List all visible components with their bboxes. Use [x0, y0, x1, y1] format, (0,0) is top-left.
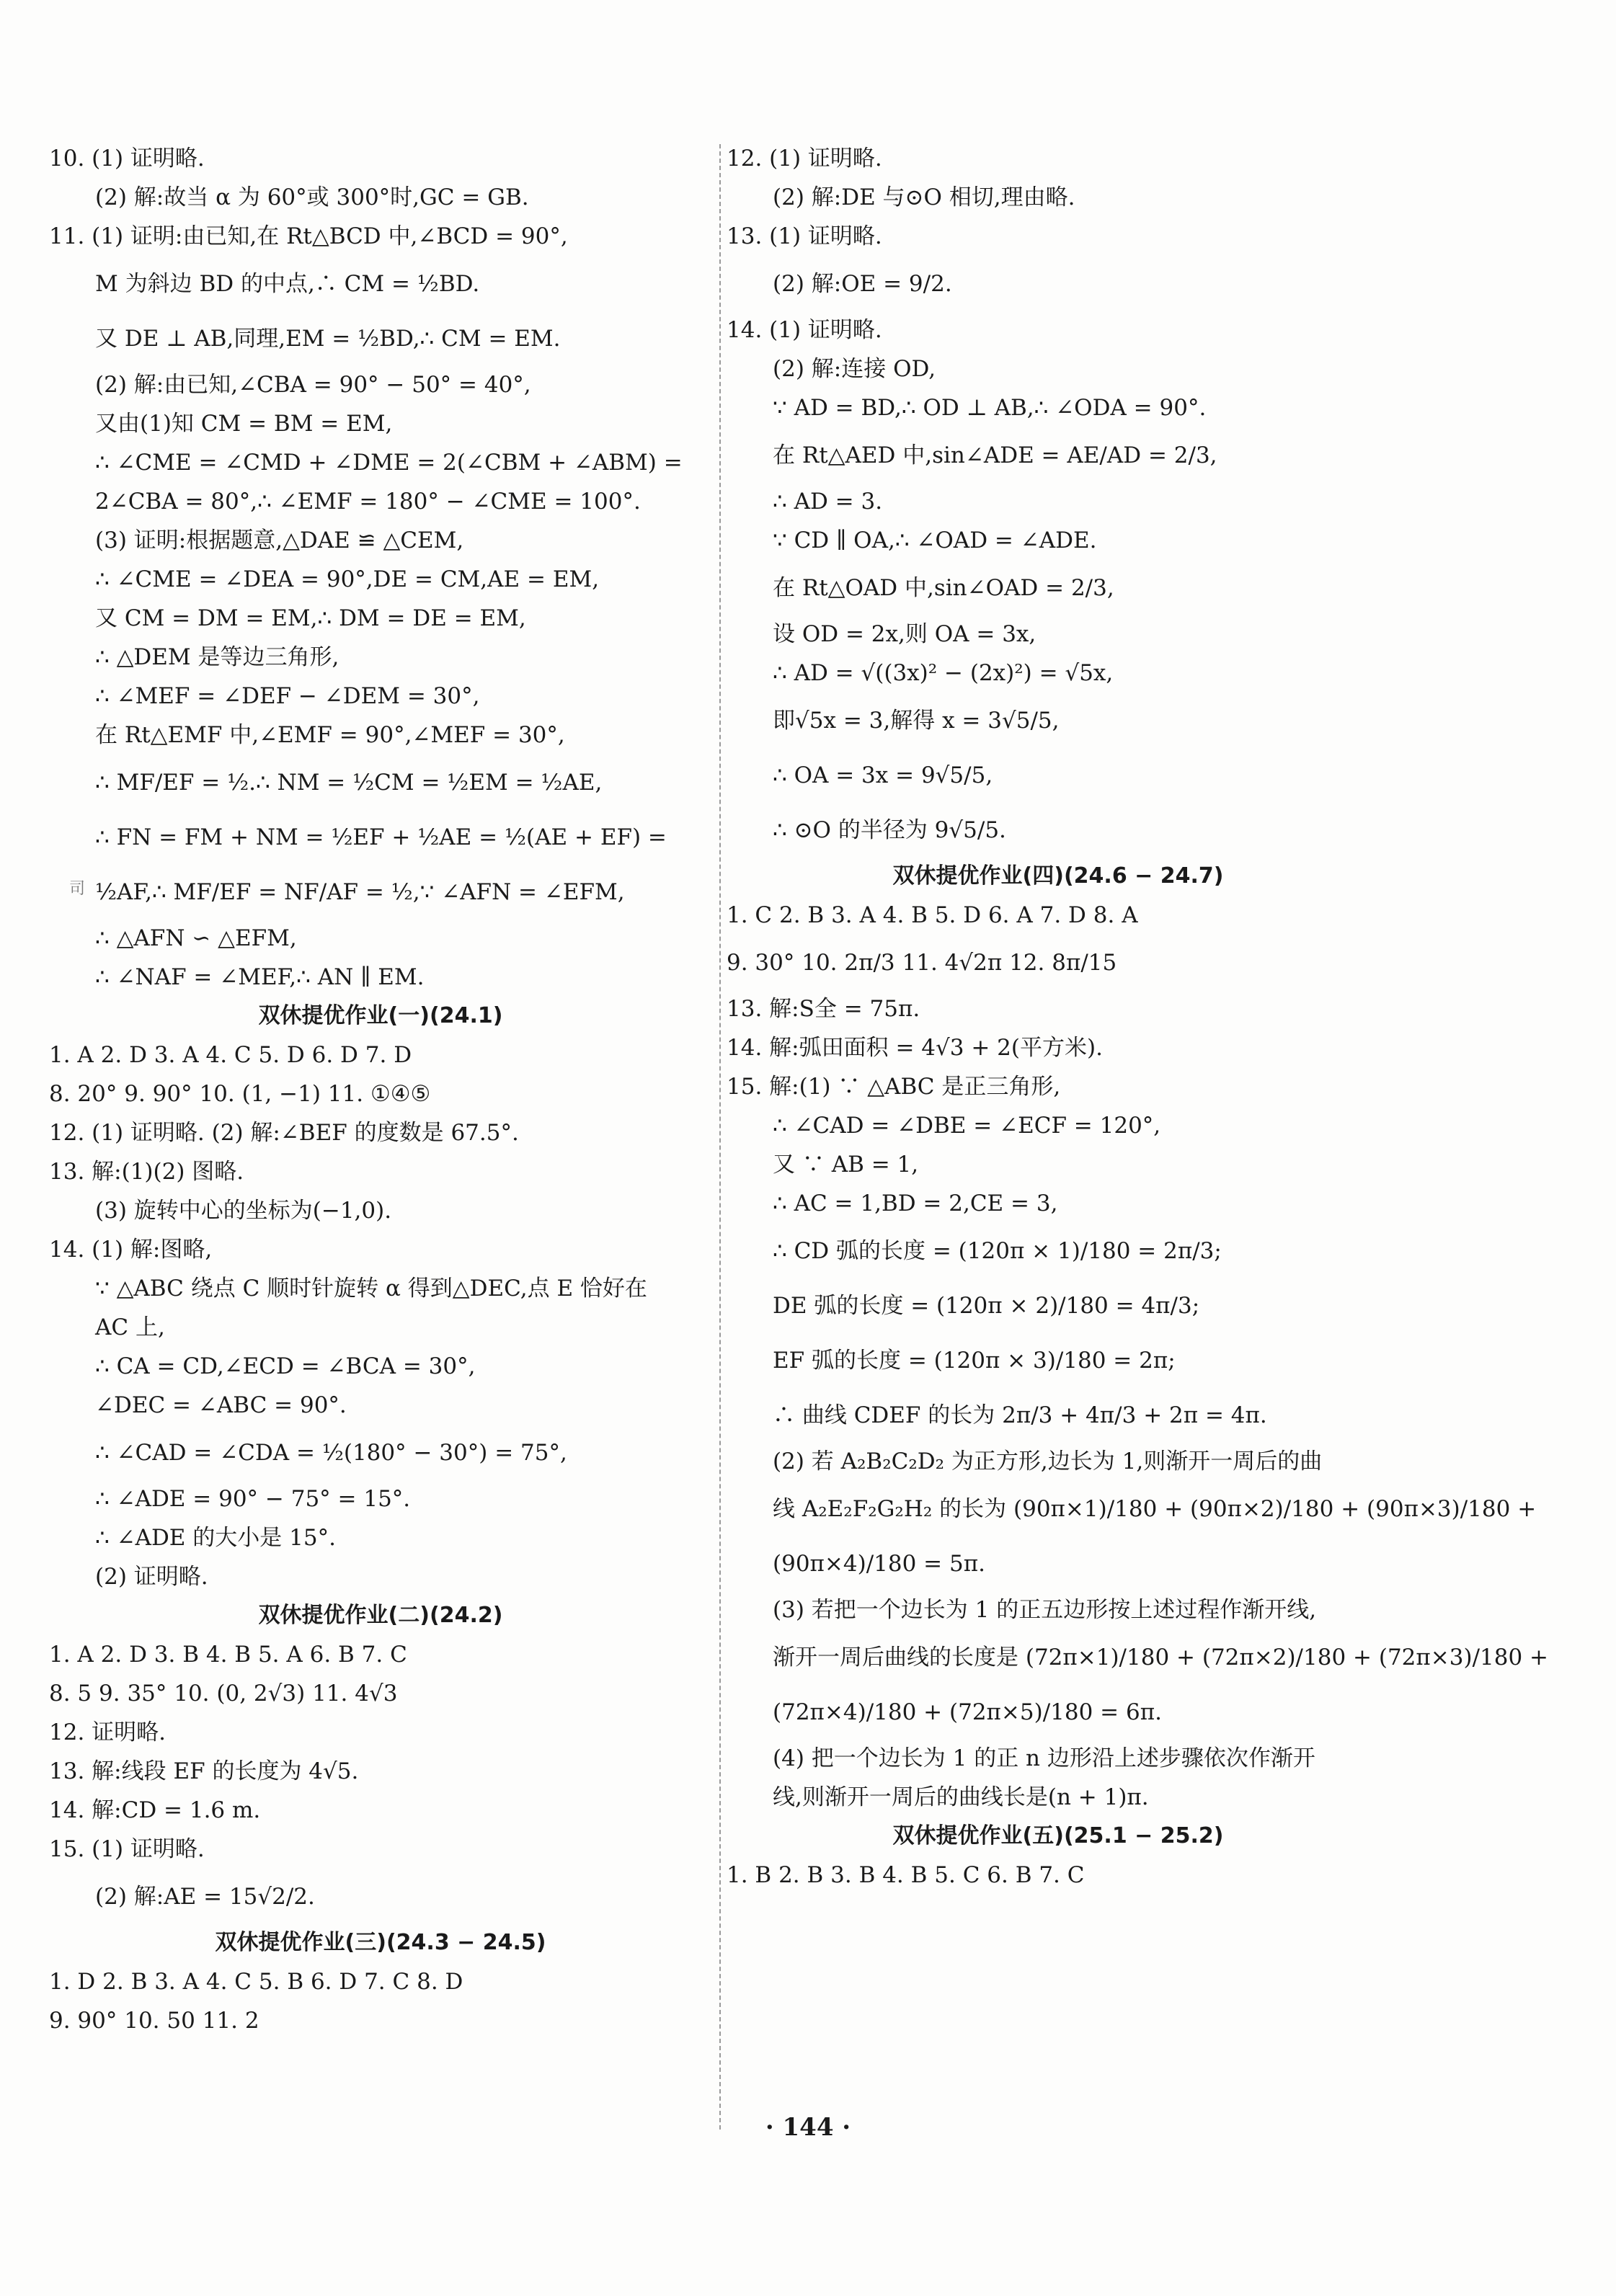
answer-line: 14. 解:弧田面积 = 4√3 + 2(平方米). — [727, 1035, 1103, 1061]
left-column — [49, 144, 712, 2045]
answer-line: 10. (1) 证明略. — [49, 146, 205, 172]
answer-line: 1. A 2. D 3. A 4. C 5. D 6. D 7. D — [49, 1042, 412, 1068]
answer-line: ∴ AD = 3. — [773, 489, 883, 515]
answer-line: 1. A 2. D 3. B 4. B 5. A 6. B 7. C — [49, 1642, 407, 1668]
answer-line: 13. 解:线段 EF 的长度为 4√5. — [49, 1758, 359, 1784]
answer-line: AC 上, — [95, 1314, 165, 1340]
answer-line: ∴ MF/EF = ½.∴ NM = ½CM = ½EM = ½AE, — [95, 770, 603, 796]
answer-line: ∴ AD = √((3x)² − (2x)²) = √5x, — [773, 660, 1114, 686]
answer-line: 线 A₂E₂F₂G₂H₂ 的长为 (90π×1)/180 + (90π×2)/180 + (90π×3)/180 + — [773, 1496, 1537, 1522]
answer-line: 8. 20° 9. 90° 10. (1, −1) 11. ①④⑤ — [49, 1081, 431, 1107]
answer-line: ∴ CA = CD,∠ECD = ∠BCA = 30°, — [95, 1353, 476, 1379]
answer-line: 12. (1) 证明略. (2) 解:∠BEF 的度数是 67.5°. — [49, 1120, 519, 1146]
answer-line: ½AF,∴ MF/EF = NF/AF = ½,∵ ∠AFN = ∠EFM, — [95, 879, 625, 905]
answer-line: ∴ △DEM 是等边三角形, — [95, 644, 339, 670]
answer-line: (2) 解:由已知,∠CBA = 90° − 50° = 40°, — [95, 372, 531, 398]
answer-line: 设 OD = 2x,则 OA = 3x, — [773, 621, 1036, 647]
answer-line: (3) 旋转中心的坐标为(−1,0). — [95, 1198, 392, 1224]
answer-line: 13. 解:(1)(2) 图略. — [49, 1159, 244, 1185]
answer-line: ∴ △AFN ∽ △EFM, — [95, 925, 297, 951]
column-divider — [719, 144, 721, 2130]
answer-line: (2) 解:AE = 15√2/2. — [95, 1884, 315, 1910]
answer-line: 又由(1)知 CM = BM = EM, — [95, 411, 393, 437]
answer-line: 又 CM = DM = EM,∴ DM = DE = EM, — [95, 605, 526, 631]
answer-line: DE 弧的长度 = (120π × 2)/180 = 4π/3; — [773, 1293, 1200, 1319]
answer-line: 13. 解:S全 = 75π. — [727, 996, 920, 1022]
answer-line: ∴ ∠CME = ∠DEA = 90°,DE = CM,AE = EM, — [95, 566, 600, 592]
answer-line: 14. (1) 解:图略, — [49, 1237, 213, 1263]
answer-line: ∴ AC = 1,BD = 2,CE = 3, — [773, 1191, 1058, 1216]
answer-line: (2) 解:OE = 9/2. — [773, 271, 952, 297]
answer-line: (72π×4)/180 + (72π×5)/180 = 6π. — [773, 1699, 1162, 1725]
answer-line: (2) 解:DE 与⊙O 相切,理由略. — [773, 184, 1075, 210]
answer-line: 在 Rt△EMF 中,∠EMF = 90°,∠MEF = 30°, — [95, 722, 565, 748]
section-heading: 双休提优作业(一)(24.1) — [258, 1003, 503, 1028]
answer-line: ∵ CD ∥ OA,∴ ∠OAD = ∠ADE. — [773, 528, 1097, 553]
answer-line: 11. (1) 证明:由已知,在 Rt△BCD 中,∠BCD = 90°, — [49, 223, 568, 249]
answer-line: 9. 30° 10. 2π/3 11. 4√2π 12. 8π/15 — [727, 950, 1117, 976]
answer-line: 1. B 2. B 3. B 4. B 5. C 6. B 7. C — [727, 1862, 1085, 1888]
answer-line: 13. (1) 证明略. — [727, 223, 882, 249]
section-heading: 双休提优作业(五)(25.1 − 25.2) — [892, 1823, 1224, 1848]
answer-line: 1. D 2. B 3. A 4. C 5. B 6. D 7. C 8. D — [49, 1969, 463, 1995]
answer-line: 15. (1) 证明略. — [49, 1836, 205, 1862]
answer-line: ∴ OA = 3x = 9√5/5, — [773, 762, 993, 788]
answer-line: 9. 90° 10. 50 11. 2 — [49, 2008, 259, 2034]
answer-line: ∴ ∠CME = ∠CMD + ∠DME = 2(∠CBM + ∠ABM) = — [95, 450, 683, 476]
answer-line: 14. 解:CD = 1.6 m. — [49, 1797, 261, 1823]
answer-line: 14. (1) 证明略. — [727, 317, 882, 343]
answer-line: (2) 解:连接 OD, — [773, 356, 936, 382]
answer-line: ∴ ∠ADE 的大小是 15°. — [95, 1525, 336, 1551]
answer-line: (2) 解:故当 α 为 60°或 300°时,GC = GB. — [95, 184, 529, 210]
page-number: · 144 · — [765, 2113, 851, 2142]
answer-line: ∴ ⊙O 的半径为 9√5/5. — [773, 817, 1006, 843]
answer-line: (3) 证明:根据题意,△DAE ≌ △CEM, — [95, 528, 464, 553]
answer-line: 1. C 2. B 3. A 4. B 5. D 6. A 7. D 8. A — [727, 902, 1138, 928]
answer-line: 即√5x = 3,解得 x = 3√5/5, — [773, 708, 1060, 734]
answer-line: 15. 解:(1) ∵ △ABC 是正三角形, — [727, 1074, 1061, 1100]
answer-line: ∴ 曲线 CDEF 的长为 2π/3 + 4π/3 + 2π = 4π. — [773, 1402, 1267, 1428]
answer-line: ∵ △ABC 绕点 C 顺时针旋转 α 得到△DEC,点 E 恰好在 — [95, 1276, 647, 1301]
answer-line: ∴ ∠MEF = ∠DEF − ∠DEM = 30°, — [95, 683, 480, 709]
answer-line: M 为斜边 BD 的中点,∴ CM = ½BD. — [95, 271, 480, 297]
answer-line: ∴ ∠CAD = ∠DBE = ∠ECF = 120°, — [773, 1113, 1161, 1139]
answer-line: ∴ ∠CAD = ∠CDA = ½(180° − 30°) = 75°, — [95, 1440, 567, 1466]
section-heading: 双休提优作业(三)(24.3 − 24.5) — [215, 1930, 546, 1955]
answer-line: EF 弧的长度 = (120π × 3)/180 = 2π; — [773, 1348, 1176, 1374]
answer-line: (2) 证明略. — [95, 1564, 208, 1590]
answer-line: 又 DE ⊥ AB,同理,EM = ½BD,∴ CM = EM. — [95, 326, 561, 352]
answer-line: ∴ FN = FM + NM = ½EF + ½AE = ½(AE + EF) = — [95, 824, 667, 850]
answer-line: (90π×4)/180 = 5π. — [773, 1551, 985, 1577]
answer-line: ∵ AD = BD,∴ OD ⊥ AB,∴ ∠ODA = 90°. — [773, 395, 1207, 421]
answer-line: 渐开一周后曲线的长度是 (72π×1)/180 + (72π×2)/180 + (72π×3)/180 + — [773, 1645, 1549, 1670]
answer-line: 2∠CBA = 80°,∴ ∠EMF = 180° − ∠CME = 100°. — [95, 489, 641, 515]
answer-line: 12. (1) 证明略. — [727, 146, 882, 172]
answer-line: ∴ ∠NAF = ∠MEF,∴ AN ∥ EM. — [95, 964, 425, 990]
margin-mark: 司 — [69, 880, 86, 898]
answer-line: (4) 把一个边长为 1 的正 n 边形沿上述步骤依次作渐开 — [773, 1745, 1315, 1771]
answer-line: 8. 5 9. 35° 10. (0, 2√3) 11. 4√3 — [49, 1681, 398, 1707]
answer-line: ∴ ∠ADE = 90° − 75° = 15°. — [95, 1486, 411, 1512]
answer-line: ∴ CD 弧的长度 = (120π × 1)/180 = 2π/3; — [773, 1238, 1222, 1264]
answer-line: 又 ∵ AB = 1, — [773, 1152, 919, 1178]
answer-line: (3) 若把一个边长为 1 的正五边形按上述过程作渐开线, — [773, 1597, 1317, 1623]
section-heading: 双休提优作业(四)(24.6 − 24.7) — [892, 863, 1224, 889]
answer-line: 12. 证明略. — [49, 1719, 167, 1745]
answer-line: (2) 若 A₂B₂C₂D₂ 为正方形,边长为 1,则渐开一周后的曲 — [773, 1449, 1323, 1474]
answer-line: ∠DEC = ∠ABC = 90°. — [95, 1392, 347, 1418]
answer-line: 在 Rt△OAD 中,sin∠OAD = 2/3, — [773, 575, 1114, 601]
section-heading: 双休提优作业(二)(24.2) — [258, 1603, 503, 1628]
answer-line: 在 Rt△AED 中,sin∠ADE = AE/AD = 2/3, — [773, 442, 1217, 468]
answer-line: 线,则渐开一周后的曲线长是(n + 1)π. — [773, 1784, 1149, 1810]
right-column — [727, 144, 1549, 1900]
